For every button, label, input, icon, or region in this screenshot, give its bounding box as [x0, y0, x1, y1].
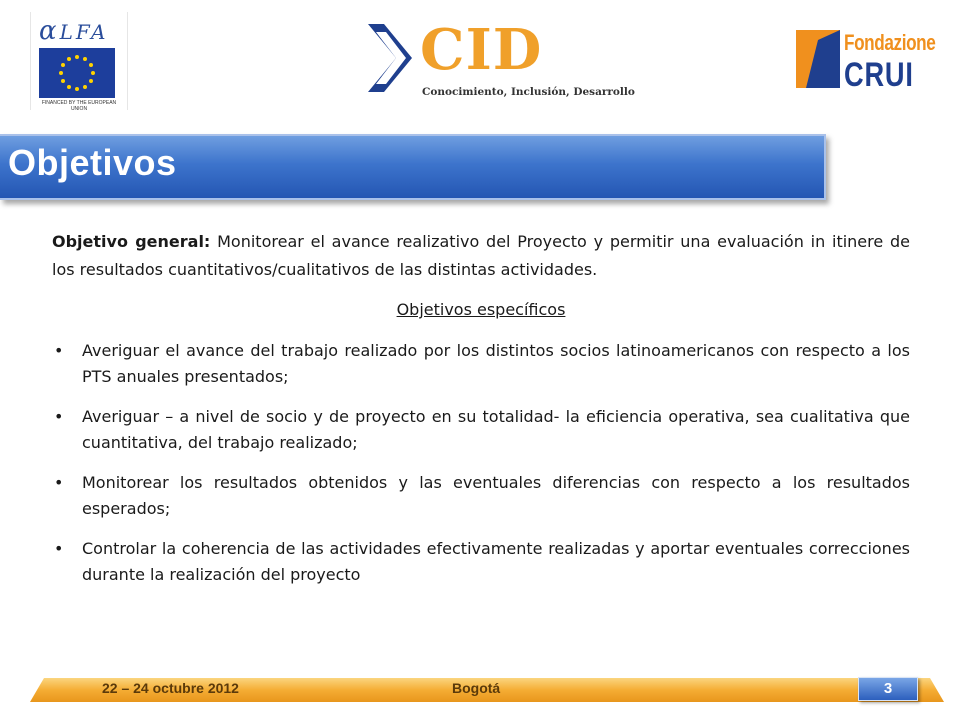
- page-title: Objetivos: [8, 142, 177, 183]
- general-objective-text: Monitorear el avance realizativo del Proyecto y permitir una evaluación in itinere de los resultados cuantitativos/cualitativos de las distintas actividades.: [52, 232, 910, 279]
- alfa-wordmark: αLFA: [39, 16, 109, 46]
- eu-caption: FINANCED BY THE EUROPEAN UNION: [41, 100, 117, 112]
- list-item: • Controlar la coherencia de las actividades efectivamente realizadas y aportar eventuales correcciones durante la realización del proyecto: [52, 536, 910, 588]
- footer-city: Bogotá: [452, 680, 501, 696]
- general-objective-label: Objetivo general:: [52, 232, 211, 251]
- crui-emblem-icon: [796, 30, 840, 88]
- alfa-eu-logo: [30, 12, 128, 110]
- eu-flag-icon: [39, 48, 115, 98]
- crui-wordmark: CRUI: [844, 56, 914, 94]
- bullet-icon: •: [54, 473, 64, 492]
- cid-logo: [366, 17, 635, 104]
- crui-fondazione-text: Fondazione: [844, 30, 936, 55]
- page-number: 3: [883, 680, 893, 697]
- general-objective: [52, 228, 910, 284]
- crui-logo: [796, 30, 936, 94]
- page-number-badge: [858, 677, 918, 701]
- bullet-icon: •: [54, 539, 64, 558]
- bullet-icon: •: [54, 341, 64, 360]
- list-item: • Averiguar – a nivel de socio y de proyecto en su totalidad- la eficiencia operativa, sea cualitativa que cuantitativa, del trabajo realizado;: [52, 404, 910, 456]
- cid-tagline: Conocimiento, Inclusión, Desarrollo: [422, 86, 635, 98]
- objectives-list: [52, 338, 910, 588]
- title-banner: [0, 134, 826, 200]
- bullet-icon: •: [54, 407, 64, 426]
- cid-wordmark: CID: [420, 17, 543, 83]
- footer-date: 22 – 24 octubre 2012: [102, 680, 239, 696]
- list-item: • Monitorear los resultados obtenidos y las eventuales diferencias con respecto a los resultados esperados;: [52, 470, 910, 522]
- cid-chevron-icon: [366, 22, 420, 94]
- list-item: • Averiguar el avance del trabajo realizado por los distintos socios latinoamericanos con respecto a los PTS anuales presentados;: [52, 338, 910, 390]
- specific-objectives-heading: Objetivos específicos: [396, 300, 566, 319]
- content-area: [52, 228, 910, 602]
